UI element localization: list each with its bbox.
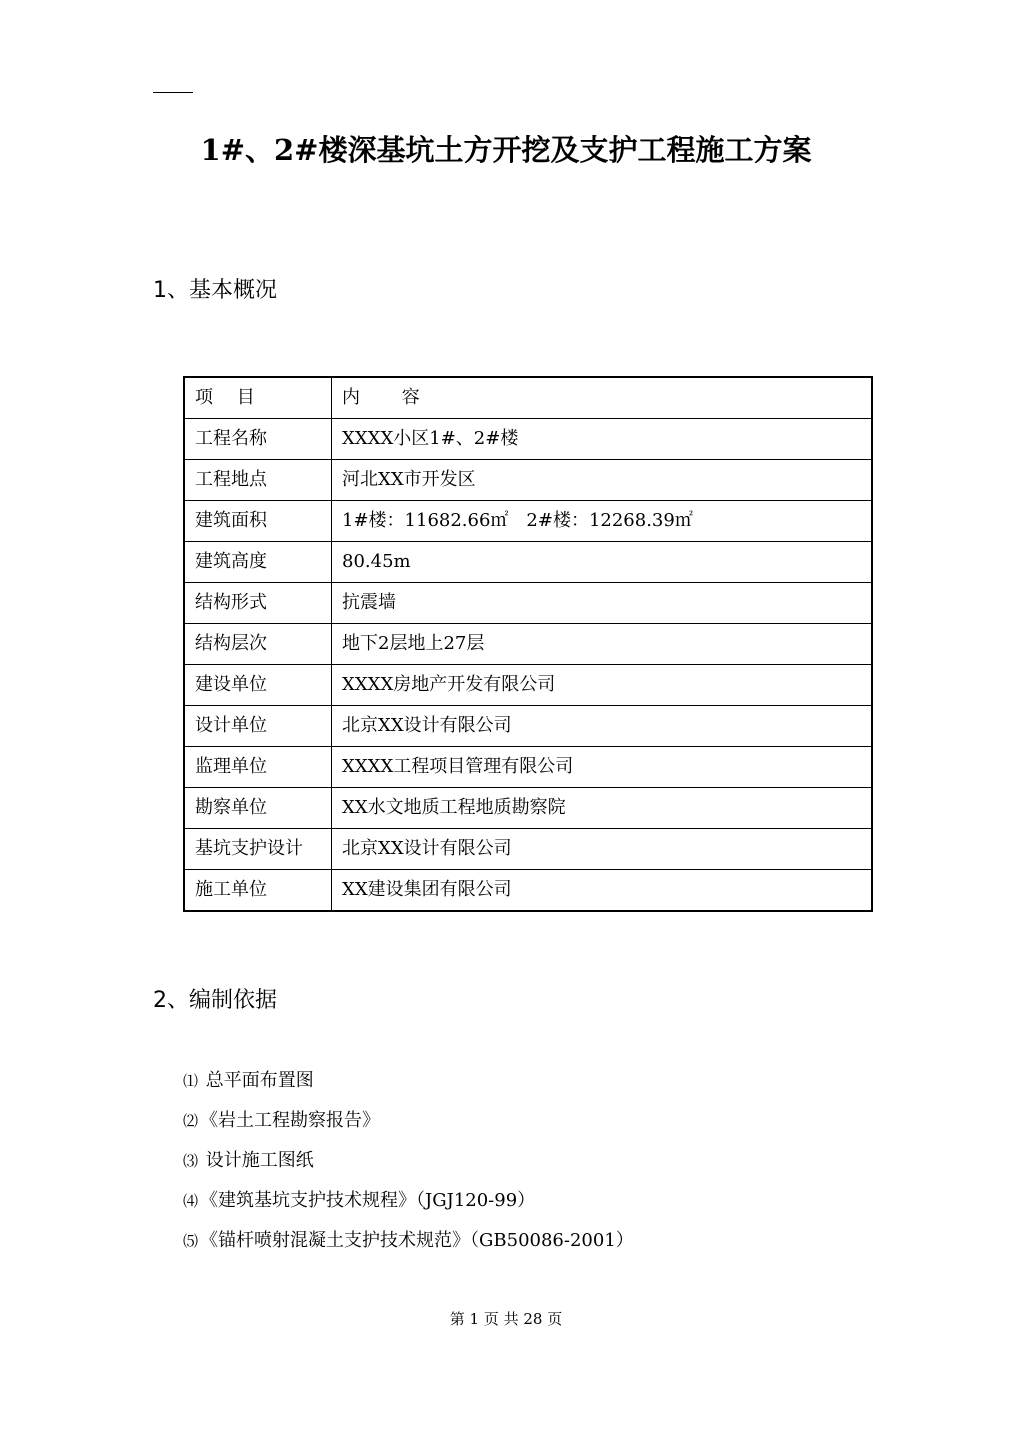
item-label-cell: 建设单位	[184, 665, 332, 706]
table-row	[184, 870, 872, 912]
item-label-cell: 基坑支护设计	[184, 829, 332, 870]
item-value-cell: 1#楼：11682.66㎡ 2#楼：12268.39㎡	[332, 501, 873, 542]
item-label-cell: 建筑高度	[184, 542, 332, 583]
item-value-cell: 北京XX设计有限公司	[332, 829, 873, 870]
list-item-number: ⑷	[183, 1192, 199, 1210]
table-row	[184, 460, 872, 501]
list-item	[183, 1104, 634, 1144]
list-item	[183, 1064, 634, 1104]
table-row	[184, 706, 872, 747]
item-label-cell: 结构层次	[184, 624, 332, 665]
table-row	[184, 542, 872, 583]
table-row	[184, 624, 872, 665]
item-value-cell: XX建设集团有限公司	[332, 870, 873, 912]
header-cell-content: 内 容	[332, 377, 873, 419]
table-row	[184, 788, 872, 829]
item-label-cell: 监理单位	[184, 747, 332, 788]
table-row	[184, 419, 872, 460]
table-row	[184, 665, 872, 706]
basis-list	[183, 1064, 634, 1264]
item-label-cell: 工程名称	[184, 419, 332, 460]
item-label-cell: 结构形式	[184, 583, 332, 624]
list-item	[183, 1184, 634, 1224]
list-item	[183, 1144, 634, 1184]
item-label-cell: 工程地点	[184, 460, 332, 501]
section-heading-basis: 2、编制依据	[153, 988, 277, 1013]
list-item-text: 设计施工图纸	[200, 1150, 314, 1171]
document-title: 1#、2#楼深基坑土方开挖及支护工程施工方案	[200, 133, 812, 167]
project-info-table	[183, 376, 873, 912]
item-value-cell: XXXX小区1#、2#楼	[332, 419, 873, 460]
table-row	[184, 501, 872, 542]
item-value-cell: 河北XX市开发区	[332, 460, 873, 501]
item-value-cell: XXXX房地产开发有限公司	[332, 665, 873, 706]
list-item-number: ⑵	[183, 1112, 199, 1130]
item-value-cell: XXXX工程项目管理有限公司	[332, 747, 873, 788]
item-label-cell: 施工单位	[184, 870, 332, 912]
table-row	[184, 583, 872, 624]
item-value-cell: 抗震墙	[332, 583, 873, 624]
table-row	[184, 829, 872, 870]
list-item	[183, 1224, 634, 1264]
item-value-cell: 80.45m	[332, 542, 873, 583]
list-item-number: ⑸	[183, 1232, 199, 1250]
item-value-cell: 地下2层地上27层	[332, 624, 873, 665]
table-header-row	[184, 377, 872, 419]
list-item-text: 《锚杆喷射混凝土支护技术规范》（GB50086-2001）	[200, 1230, 634, 1251]
list-item-text: 总平面布置图	[200, 1070, 314, 1091]
item-label-cell: 建筑面积	[184, 501, 332, 542]
list-item-text: 《建筑基坑支护技术规程》（JGJ120-99）	[200, 1190, 536, 1211]
header-cell-item: 项 目	[184, 377, 332, 419]
item-label-cell: 设计单位	[184, 706, 332, 747]
item-value-cell: 北京XX设计有限公司	[332, 706, 873, 747]
page-footer: 第 1 页 共 28 页	[449, 1310, 563, 1328]
list-item-number: ⑶	[183, 1152, 199, 1170]
item-value-cell: XX水文地质工程地质勘察院	[332, 788, 873, 829]
table-row	[184, 747, 872, 788]
section-heading-basic-overview: 1、基本概况	[153, 278, 277, 303]
header-rule	[153, 92, 193, 93]
list-item-number: ⑴	[183, 1072, 199, 1090]
item-label-cell: 勘察单位	[184, 788, 332, 829]
list-item-text: 《岩土工程勘察报告》	[200, 1110, 381, 1131]
